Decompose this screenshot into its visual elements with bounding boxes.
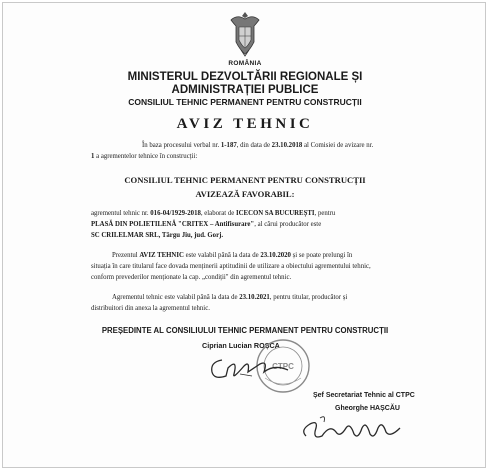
para1-line2: 1 a agrementelor tehnice în construcții: [91,153,198,160]
president-title: PREȘEDINTE AL CONSILIULUI TEHNIC PERMANENT PENTRU CONSTRUCȚII [101,326,389,335]
secretary-signature [296,410,406,446]
council-name: CONSILIUL TEHNIC PERMANENT PENTRU CONSTRUCȚII [128,97,362,107]
president-signature [204,354,294,384]
para1-line1: În baza procesului verbal nr. 1-187, din data de 23.10.2018 al Comisiei de avizare nr. [142,142,374,149]
approval-heading: AVIZEAZĂ FAVORABIL: [195,189,295,199]
secretary-name: Gheorghe HAȘCĂU [335,405,400,412]
secretary-title: Șef Secretariat Tehnic al CTPC [313,392,415,399]
para3-line3: conform prevederilor menționate la cap. „condiții" din agrementul tehnic. [91,274,292,281]
para4-line2: distribuitori din anexa la agrementul tehnic. [91,305,210,312]
para2-line1: agrementul tehnic nr. 016-04/1929-2018, elaborat de ICECON SA BUCUREȘTI, pentru [91,210,336,217]
coat-of-arms-icon [228,10,262,58]
council-heading: CONSILIUL TEHNIC PERMANENT PENTRU CONSTRUCȚII [124,175,366,185]
para2-line2: PLASĂ DIN POLIETILENĂ "CRITEX – Antifisurare", al cărui producător este [91,221,322,228]
document-title: AVIZ TEHNIC [176,116,314,132]
ministry-name-line1: MINISTERUL DEZVOLTĂRII REGIONALE ȘI [127,71,363,83]
ministry-name-line2: ADMINISTRAȚIEI PUBLICE [171,84,319,96]
para3-line2: situația în care titularul face dovada menținerii aptitudinii de utilizare a obiectului agrementului tehnic, [91,263,371,270]
stamp-text: CTPC [272,362,294,371]
president-name: Ciprian Lucian ROȘCA [202,341,280,350]
country-name: ROMÂNIA [228,60,262,67]
para2-line3: SC CRILELMAR SRL, Târgu Jiu, jud. Gorj. [91,232,224,239]
para4-line1: Agrementul tehnic este valabil până la data de 23.10.2021, pentru titular, producător și [112,294,348,301]
para3-line1: Prezentul AVIZ TEHNIC este valabil până la data de 23.10.2020 și se poate prelungi în [112,252,353,259]
